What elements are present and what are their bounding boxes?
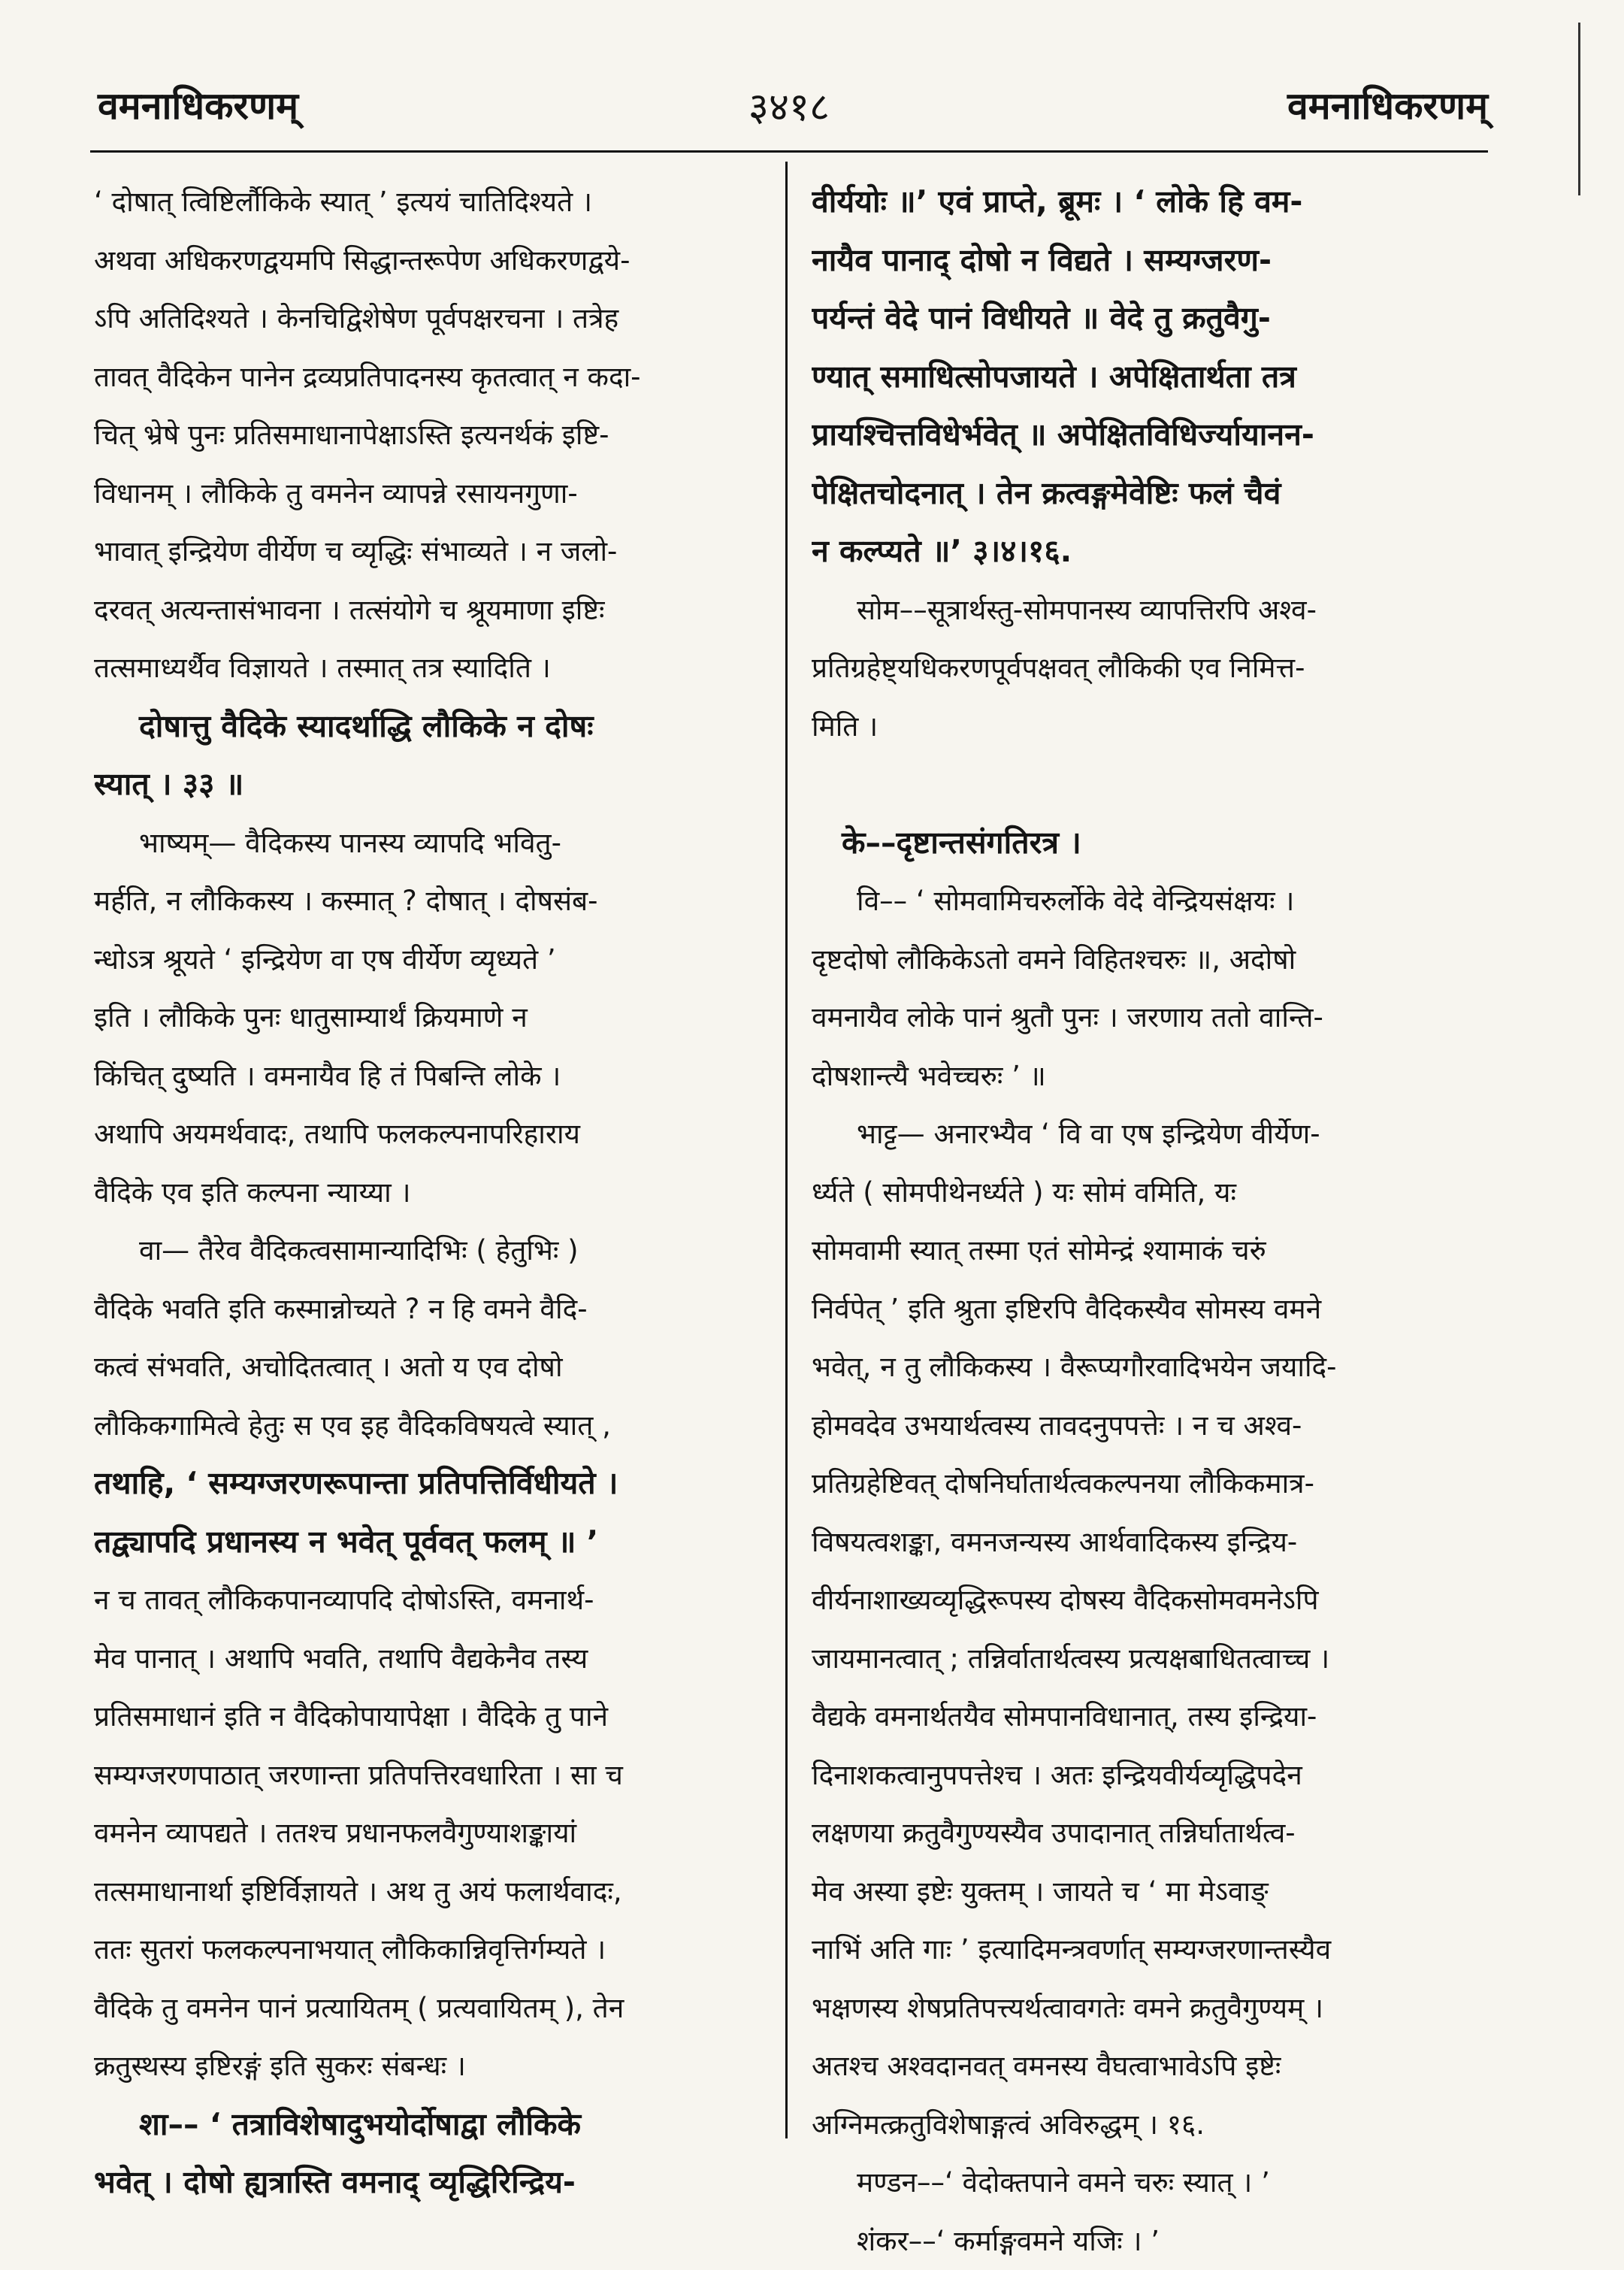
verse-line: पर्यन्तं वेदे पानं विधीयते ॥ वेदे तु क्रतुवैगु- <box>812 289 1484 348</box>
running-title-left: वमनाधिकरणम् <box>98 79 298 130</box>
text-line: निर्वपेत् ’ इति श्रुता इष्टिरपि वैदिकस्यैव सोमस्य वमने <box>812 1280 1484 1339</box>
text-line: क्रतुस्थस्य इष्टिरङ्गं इति सुकरः संबन्धः । <box>94 2037 767 2096</box>
text-line: इति । लौकिके पुनः धातुसाम्यार्थं क्रियमाणे न <box>94 988 767 1047</box>
sutra-line: दोषात्तु वैदिके स्यादर्थाद्धि लौकिके न दोषः <box>94 698 767 756</box>
running-title-right: वमनाधिकरणम् <box>1287 79 1488 130</box>
text-line: दोषशान्त्यै भवेच्चरुः ’ ॥ <box>812 1047 1484 1106</box>
blank-line <box>812 755 1484 814</box>
verse-line: न कल्प्यते ॥’ ३।४।१६. <box>812 522 1484 581</box>
verse-line: पेक्षितचोदनात् । तेन क्रत्वङ्गमेवेष्टिः फलं चैवं <box>812 465 1484 523</box>
text-line: सोम––सूत्रार्थस्तु-सोमपानस्य व्यापत्तिरपि अश्व- <box>812 581 1484 640</box>
text-line: अथवा अधिकरणद्वयमपि सिद्धान्तरूपेण अधिकरणद्वये- <box>94 232 767 290</box>
text-line: किंचित् दुष्यति । वमनायैव हि तं पिबन्ति लोके । <box>94 1047 767 1106</box>
text-line: र्ध्यते ( सोमपीथेनर्ध्यते ) यः सोमं वमिति, यः <box>812 1164 1484 1222</box>
verse-line: तद्व्यापदि प्रधानस्य न भवेत् पूर्ववत् फलम् ॥ ’ <box>94 1513 767 1572</box>
text-line: दरवत् अत्यन्तासंभावना । तत्संयोगे च श्रूयमाणा इष्टिः <box>94 581 767 640</box>
text-line: ऽपि अतिदिश्यते । केनचिद्विशेषेण पूर्वपक्षरचना । तत्रेह <box>94 289 767 348</box>
text-line: मिति । <box>812 698 1484 756</box>
text-line: वा— तैरेव वैदिकत्वसामान्यादिभिः ( हेतुभिः ) <box>94 1221 767 1280</box>
section-heading: के––दृष्टान्तसंगतिरत्र । <box>812 814 1484 873</box>
text-line: ततः सुतरां फलकल्पनाभयात् लौकिकान्निवृत्तिर्गम्यते । <box>94 1920 767 1979</box>
text-line: भक्षणस्य शेषप्रतिपत्त्यर्थत्वावगतेः वमने क्रतुवैगुण्यम् । <box>812 1979 1484 2038</box>
text-line: प्रतिग्रहेष्टिवत् दोषनिर्घातार्थत्वकल्पनया लौकिकमात्र- <box>812 1454 1484 1513</box>
text-line: ‘ दोषात् त्विष्टिर्लौकिके स्यात् ’ इत्ययं चातिदिश्यते । <box>94 173 767 232</box>
text-line: दृष्टदोषो लौकिकेऽतो वमने विहितश्चरुः ॥, अदोषो <box>812 931 1484 989</box>
text-line: वैदिके तु वमनेन पानं प्रत्यायितम् ( प्रत्यवायितम् ), तेन <box>94 1979 767 2038</box>
text-line: वि–– ‘ सोमवामिचरुर्लोके वेदे वेन्द्रियसंक्षयः । <box>812 872 1484 931</box>
sutra-line: स्यात् । ३३ ॥ <box>94 755 767 814</box>
text-line: वमनेन व्यापद्यते । ततश्च प्रधानफलवैगुण्याशङ्कायां <box>94 1804 767 1863</box>
text-line: अथापि अयमर्थवादः, तथापि फलकल्पनापरिहाराय <box>94 1105 767 1164</box>
verse-line: प्रायश्चित्तविधेर्भवेत् ॥ अपेक्षितविधिर्ज्यायानन- <box>812 406 1484 465</box>
verse-line: तथाहि, ‘ सम्यग्जरणरूपान्ता प्रतिपत्तिर्विधीयते । <box>94 1454 767 1513</box>
text-line: भाट्ट— अनारभ्यैव ‘ वि वा एष इन्द्रियेण वीर्येण- <box>812 1105 1484 1164</box>
text-line: अतश्च अश्वदानवत् वमनस्य वैघत्वाभावेऽपि इष्टेः <box>812 2037 1484 2096</box>
text-line: चित् भ्रेषे पुनः प्रतिसमाधानापेक्षाऽस्ति इत्यनर्थकं इष्टि- <box>94 406 767 465</box>
text-line: जायमानत्वात् ; तन्निर्वातार्थत्वस्य प्रत्यक्षबाधितत्वाच्च । <box>812 1630 1484 1688</box>
text-line: तावत् वैदिकेन पानेन द्रव्यप्रतिपादनस्य कृतत्वात् न कदा- <box>94 348 767 407</box>
verse-line: नायैव पानाद् दोषो न विद्यते । सम्यग्जरण- <box>812 232 1484 290</box>
text-line: मेव अस्या इष्टेः युक्तम् । जायते च ‘ मा मेऽवाङ् <box>812 1863 1484 1921</box>
right-column <box>812 173 1484 2270</box>
text-line: तत्समाधानार्था इष्टिर्विज्ञायते । अथ तु अयं फलार्थवादः, <box>94 1863 767 1921</box>
text-line: न च तावत् लौकिकपानव्यापदि दोषोऽस्ति, वमनार्थ- <box>94 1571 767 1630</box>
page-header <box>90 79 1488 147</box>
text-line: लक्षणया क्रतुवैगुण्यस्यैव उपादानात् तन्निर्घातार्थत्व- <box>812 1804 1484 1863</box>
text-line: शंकर––‘ कर्माङ्गवमने यजिः । ’ <box>812 2212 1484 2270</box>
text-line: वीर्यनाशाख्यव्यृद्धिरूपस्य दोषस्य वैदिकसोमवमनेऽपि <box>812 1571 1484 1630</box>
text-line: मर्हति, न लौकिकस्य । कस्मात् ? दोषात् । दोषसंब- <box>94 872 767 931</box>
text-line: मेव पानात् । अथापि भवति, तथापि वैद्यकेनैव तस्य <box>94 1630 767 1688</box>
text-line: वमनायैव लोके पानं श्रुतौ पुनः । जरणाय ततो वान्ति- <box>812 988 1484 1047</box>
verse-line: भवेत् । दोषो ह्यत्रास्ति वमनाद् व्यृद्धिरिन्द्रिय- <box>94 2153 767 2212</box>
page-number: ३४१८ <box>90 79 1488 132</box>
text-line: वैद्यके वमनार्थतयैव सोमपानविधानात्, तस्य इन्द्रिया- <box>812 1687 1484 1746</box>
text-line: मण्डन––‘ वेदोक्तपाने वमने चरुः स्यात् । ’ <box>812 2153 1484 2212</box>
verse-line: वीर्ययोः ॥’ एवं प्राप्ते, ब्रूमः । ‘ लोके हि वम- <box>812 173 1484 232</box>
text-line: वैदिके एव इति कल्पना न्याय्या । <box>94 1164 767 1222</box>
text-line: प्रतिसमाधानं इति न वैदिकोपायापेक्षा । वैदिके तु पाने <box>94 1687 767 1746</box>
verse-line: शा–– ‘ तत्राविशेषादुभयोर्दोषाद्वा लौकिके <box>94 2096 767 2154</box>
text-line: भवेत्, न तु लौकिकस्य । वैरूप्यगौरवादिभयेन जयादि- <box>812 1338 1484 1397</box>
text-line: विधानम् । लौकिके तु वमनेन व्यापन्ने रसायनगुणा- <box>94 465 767 523</box>
text-line: होमवदेव उभयार्थत्वस्य तावदनुपपत्तेः । न च अश्व- <box>812 1397 1484 1455</box>
verse-line: ण्यात् समाधित्सोपजायते । अपेक्षितार्थता तत्र <box>812 348 1484 407</box>
text-line: भाष्यम्— वैदिकस्य पानस्य व्यापदि भवितु- <box>94 814 767 873</box>
text-line: प्रतिग्रहेष्ट्यधिकरणपूर्वपक्षवत् लौकिकी एव निमित्त- <box>812 639 1484 698</box>
text-line: नाभिं अति गाः ’ इत्यादिमन्त्रवर्णात् सम्यग्जरणान्तस्यैव <box>812 1920 1484 1979</box>
left-column <box>94 173 767 2212</box>
text-line: कत्वं संभवति, अचोदितत्वात् । अतो य एव दोषो <box>94 1338 767 1397</box>
text-line: दिनाशकत्वानुपपत्तेश्च । अतः इन्द्रियवीर्यव्यृद्धिपदेन <box>812 1746 1484 1805</box>
text-line: सोमवामी स्यात् तस्मा एतं सोमेन्द्रं श्यामाकं चरुं <box>812 1221 1484 1280</box>
text-line: अग्निमत्क्रतुविशेषाङ्गत्वं अविरुद्धम् । १६. <box>812 2096 1484 2154</box>
page-edge-mark <box>1578 23 1580 195</box>
header-rule <box>90 150 1488 153</box>
text-line: वैदिके भवति इति कस्मान्नोच्यते ? न हि वमने वैदि- <box>94 1280 767 1339</box>
text-line: भावात् इन्द्रियेण वीर्येण च व्यृद्धिः संभाव्यते । न जलो- <box>94 522 767 581</box>
text-line: सम्यग्जरणपाठात् जरणान्ता प्रतिपत्तिरवधारिता । सा च <box>94 1746 767 1805</box>
text-line: तत्समाध्यर्थैव विज्ञायते । तस्मात् तत्र स्यादिति । <box>94 639 767 698</box>
text-line: विषयत्वशङ्का, वमनजन्यस्य आर्थवादिकस्य इन्द्रिय- <box>812 1513 1484 1572</box>
column-divider <box>785 162 788 2138</box>
text-line: न्धोऽत्र श्रूयते ‘ इन्द्रियेण वा एष वीर्येण व्यृध्यते ’ <box>94 931 767 989</box>
text-line: लौकिकगामित्वे हेतुः स एव इह वैदिकविषयत्वे स्यात् , <box>94 1397 767 1455</box>
